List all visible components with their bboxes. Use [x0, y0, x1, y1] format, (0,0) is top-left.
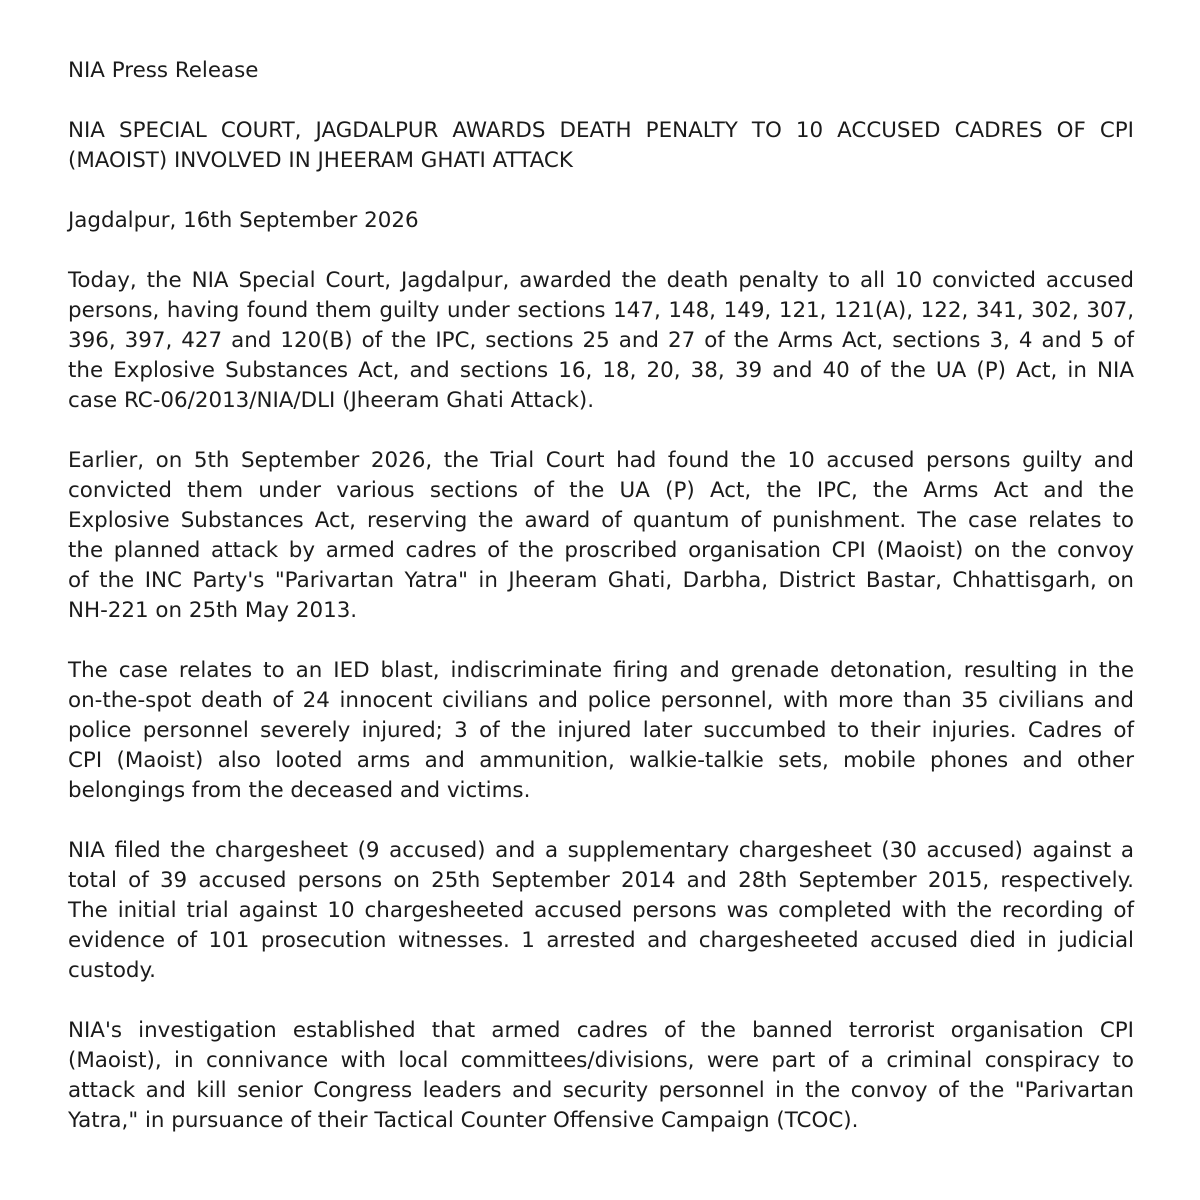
paragraph-line: (Maoist), in connivance with local committees/divisions, were part of a criminal conspiracy to [68, 1048, 1134, 1073]
paragraph-line: the planned attack by armed cadres of the proscribed organisation CPI (Maoist) on the convoy [68, 538, 1134, 563]
paragraph-line: persons, having found them guilty under sections 147, 148, 149, 121, 121(A), 122, 341, 302, 307, [68, 298, 1134, 323]
paragraph-line: of the INC Party's "Parivartan Yatra" in Jheeram Ghati, Darbha, District Bastar, Chhattisgarh, on [68, 568, 1134, 593]
paragraph-investigation [68, 1016, 1134, 1136]
press-release-document [68, 56, 1134, 1136]
spacer [68, 416, 1134, 446]
paragraph-line: NH-221 on 25th May 2013. [68, 598, 358, 623]
document-label: NIA Press Release [68, 58, 259, 83]
headline-line: NIA SPECIAL COURT, JAGDALPUR AWARDS DEATH PENALTY TO 10 ACCUSED CADRES OF CPI [68, 118, 1134, 143]
paragraph-chargesheet [68, 836, 1134, 986]
paragraph-conviction [68, 446, 1134, 626]
paragraph-line: NIA's investigation established that armed cadres of the banned terrorist organisation CPI [68, 1018, 1134, 1043]
paragraph-line: on-the-spot death of 24 innocent civilians and police personnel, with more than 35 civilians and [68, 688, 1134, 713]
headline-line: (MAOIST) INVOLVED IN JHEERAM GHATI ATTACK [68, 148, 573, 173]
spacer [68, 86, 1134, 116]
paragraph-line: The case relates to an IED blast, indiscriminate firing and grenade detonation, resulting in the [68, 658, 1134, 683]
paragraph-line: custody. [68, 958, 156, 983]
paragraph-line: evidence of 101 prosecution witnesses. 1 arrested and chargesheeted accused died in judicial [68, 928, 1134, 953]
paragraph-line: belongings from the deceased and victims. [68, 778, 531, 803]
paragraph-line: NIA filed the chargesheet (9 accused) and a supplementary chargesheet (30 accused) against a [68, 838, 1134, 863]
paragraph-line: case RC-06/2013/NIA/DLI (Jheeram Ghati Attack). [68, 388, 595, 413]
paragraph-line: total of 39 accused persons on 25th September 2014 and 28th September 2015, respectively. [68, 868, 1134, 893]
paragraph-line: police personnel severely injured; 3 of the injured later succumbed to their injuries. Cadres of [68, 718, 1134, 743]
spacer [68, 176, 1134, 206]
paragraph-line: The initial trial against 10 chargesheeted accused persons was completed with the recording of [68, 898, 1134, 923]
paragraph-line: Today, the NIA Special Court, Jagdalpur, awarded the death penalty to all 10 convicted accused [68, 268, 1134, 293]
paragraph-line: Earlier, on 5th September 2026, the Trial Court had found the 10 accused persons guilty and [68, 448, 1134, 473]
paragraph-verdict [68, 266, 1134, 416]
paragraph-line: 396, 397, 427 and 120(B) of the IPC, sections 25 and 27 of the Arms Act, sections 3, 4 and 5 of [68, 328, 1134, 353]
dateline: Jagdalpur, 16th September 2026 [68, 208, 419, 233]
paragraph-line: attack and kill senior Congress leaders and security personnel in the convoy of the "Parivartan [68, 1078, 1134, 1103]
paragraph-line: the Explosive Substances Act, and sections 16, 18, 20, 38, 39 and 40 of the UA (P) Act, in NIA [68, 358, 1134, 383]
paragraph-line: CPI (Maoist) also looted arms and ammunition, walkie-talkie sets, mobile phones and other [68, 748, 1134, 773]
paragraph-attack-details [68, 656, 1134, 806]
spacer [68, 806, 1134, 836]
paragraph-line: Yatra," in pursuance of their Tactical Counter Offensive Campaign (TCOC). [68, 1108, 859, 1133]
spacer [68, 236, 1134, 266]
paragraph-line: convicted them under various sections of the UA (P) Act, the IPC, the Arms Act and the [68, 478, 1134, 503]
spacer [68, 986, 1134, 1016]
spacer [68, 626, 1134, 656]
paragraph-line: Explosive Substances Act, reserving the award of quantum of punishment. The case relates to [68, 508, 1134, 533]
headline [68, 116, 1134, 176]
